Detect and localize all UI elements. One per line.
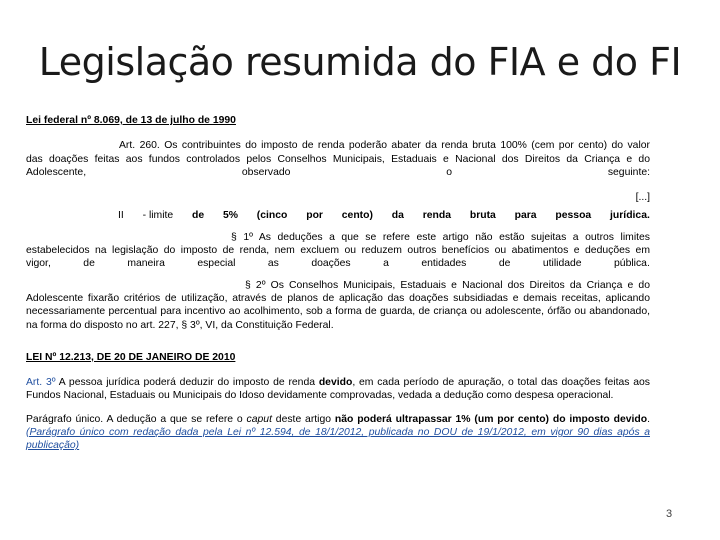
par2-line1: § 2º Os Conselhos Municipais, Estaduais e Nacional dos Direitos da Criança e do	[245, 279, 650, 291]
law2-heading: LEI Nº 12.213, DE 20 DE JANEIRO DE 2010	[26, 351, 236, 363]
paragraph-1	[26, 231, 650, 271]
art3-label: Art. 3º	[26, 377, 56, 389]
item-ii-line: II - limite de 5% (cinco por cento) da renda bruta para pessoa jurídica.	[118, 210, 650, 222]
ellipsis: [...]	[635, 192, 650, 204]
amendment-link[interactable]: (Parágrafo único com redação dada pela Lei nº 12.594, de 18/1/2012, publicada no DOU de 19/1/2012, em vigor 90 dias após a publicação)	[26, 427, 650, 452]
par2-rest: Adolescente fixarão critérios de utilização, através de planos de aplicação das doações subsidiadas e demais receitas, aplicando necessariamente percentual para incentivo ao acolhimento, sob a forma de guarda, de criança ou adolescente, órfão ou abandonado, na forma do disposto no art. 227, § 3º, VI, da Constituição Federal.	[26, 292, 650, 331]
art3-paragraph: Art. 3º A pessoa jurídica poderá deduzir do imposto de renda devido, em cada período de apuração, o total das doações feitas aos Fundos Nacional, Estaduais ou Municipais do Idoso devidamente comprovadas, vedada a dedução como despesa operacional.	[26, 377, 650, 402]
art260-line2: das doações feitas aos fundos controlados pelos Conselhos Municipais, Estaduais e Nacional dos Direitos da Criança e do	[26, 153, 650, 165]
paragrafo-unico: Parágrafo único. A dedução a que se refere o caput deste artigo não poderá ultrapassar 1% (um por cento) do imposto devido. (Parágrafo único com redação dada pela Lei nº 12.594, de 18/1/2012, publicada no DOU de 19/1/2012, em vigor 90 dias após a publicação)	[26, 413, 650, 452]
law1-heading: Lei federal nº 8.069, de 13 de julho de 1990	[26, 115, 236, 126]
slide-body	[26, 114, 650, 453]
par1-line1: § 1º As deduções a que se refere este artigo não estão sujeitas a outros limites	[231, 231, 650, 243]
art260-paragraph	[26, 139, 650, 179]
par1-line3: vigor, de maneira especial as doações a entidades de utilidade pública.	[26, 258, 650, 270]
par1-line2: estabelecidos na legislação do imposto de renda, nem excluem ou reduzem outros benefícios ou abatimentos e deduções em	[26, 245, 650, 257]
art260-line3: Adolescente, observado o seguinte:	[26, 166, 650, 178]
page-number: 3	[666, 508, 673, 520]
paragraph-2	[26, 279, 650, 332]
slide-title: Legislação resumida do FIA e do FI	[38, 40, 682, 84]
art260-line1: Art. 260. Os contribuintes do imposto de renda poderão abater da renda bruta 100% (cem por cento) do valor	[119, 140, 650, 152]
